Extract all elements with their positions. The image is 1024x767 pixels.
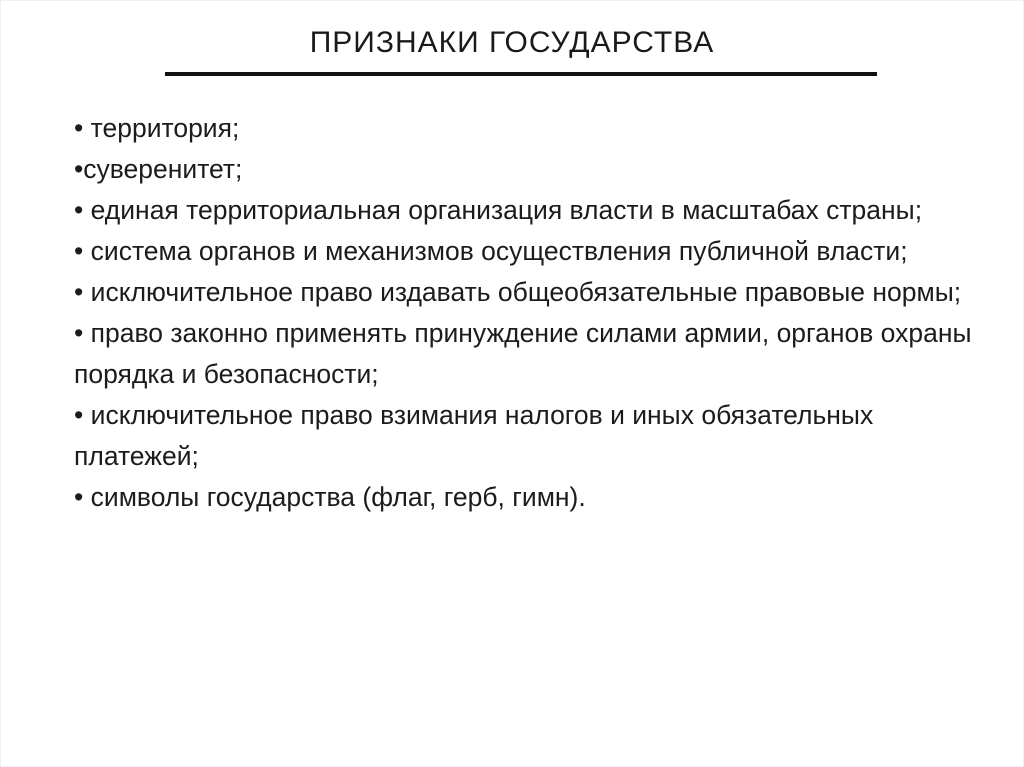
bullet-item-sovereignty: •суверенитет; [74, 154, 243, 184]
bullet-item-taxes: • исключительное право взимания налогов и иных обязательных платежей; [74, 400, 874, 471]
title-underline [165, 72, 877, 76]
bullet-item-coercion: • право законно применять принуждение силами армии, органов охраны порядка и безопасности; [74, 318, 972, 389]
bullet-list [74, 108, 974, 518]
bullet-item-public-authority: • система органов и механизмов осуществления публичной власти; [74, 236, 908, 266]
bullet-item-legal-norms: • исключительное право издавать общеобязательные правовые нормы; [74, 277, 962, 307]
slide-title: ПРИЗНАКИ ГОСУДАРСТВА [309, 26, 715, 59]
bullet-item-state-symbols: • символы государства (флаг, герб, гимн). [74, 482, 586, 512]
bullet-item-territory: • территория; [74, 113, 240, 143]
bullet-item-territorial-organization: • единая территориальная организация власти в масштабах страны; [74, 195, 923, 225]
